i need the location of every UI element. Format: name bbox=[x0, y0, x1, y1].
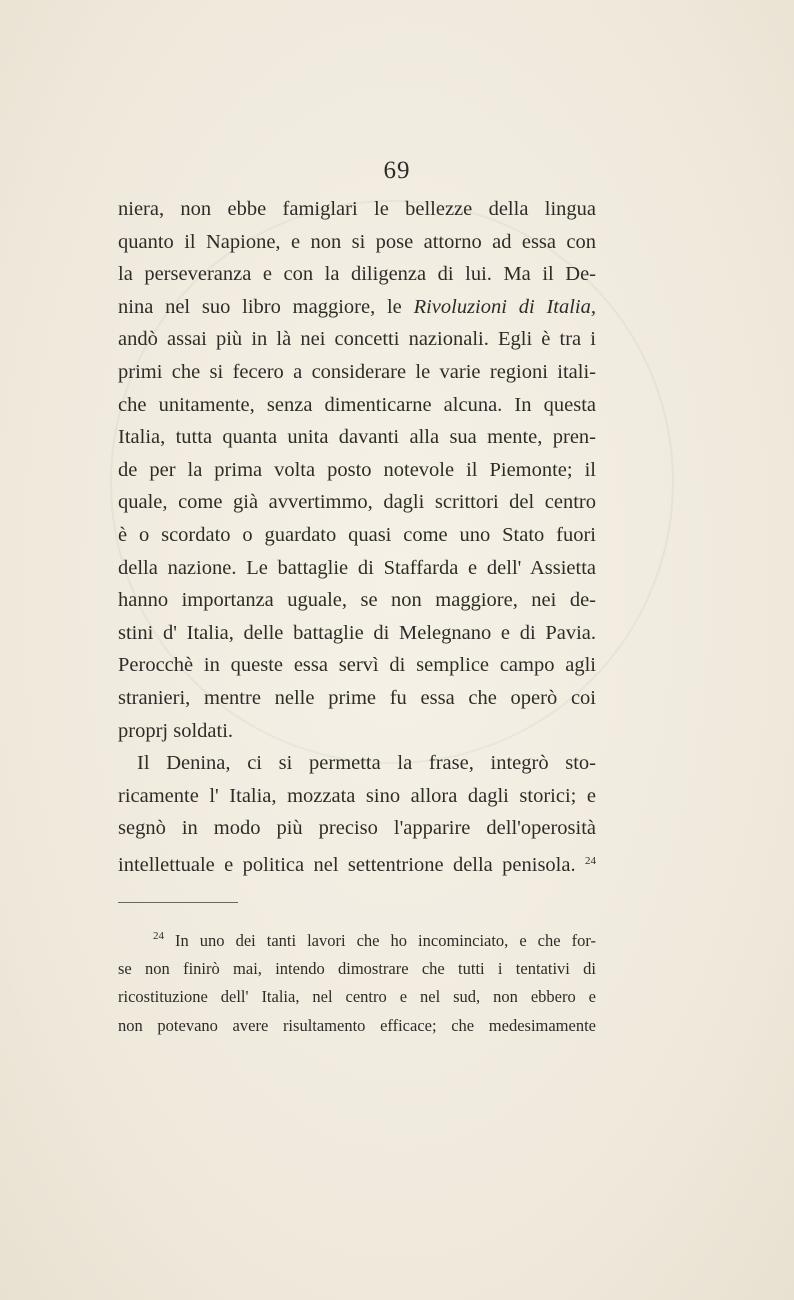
text-line: Italia, tutta quanta unita davanti alla sua mente, pren- bbox=[118, 426, 596, 449]
footnote-text: In uno dei tanti lavori che ho incominciato, e che for- bbox=[175, 931, 596, 950]
text-line: primi che si fecero a considerare le varie regioni itali- bbox=[118, 360, 596, 383]
text-line: andò assai più in là nei concetti nazionali. Egli è tra i bbox=[118, 328, 596, 351]
footnote-line bbox=[118, 922, 596, 955]
text-line: che unitamente, senza dimenticarne alcuna. In questa bbox=[118, 393, 596, 416]
italic-title: Rivoluzioni di Italia, bbox=[413, 295, 596, 318]
text-line-end: intellettuale e politica nel settentrione della penisola. bbox=[118, 853, 576, 876]
text-line: Il Denina, ci si permetta la frase, integrò sto- bbox=[137, 752, 596, 775]
text-line: è o scordato o guardato quasi come uno Stato fuori bbox=[118, 523, 596, 546]
text-line: la perseveranza e con la diligenza di lui. Ma il De- bbox=[118, 263, 596, 286]
text-line: stini d' Italia, delle battaglie di Melegnano e di Pavia. bbox=[118, 621, 596, 644]
text-line-start: nina nel suo libro maggiore, le bbox=[118, 295, 402, 318]
text-line: proprj soldati. bbox=[118, 719, 234, 742]
footnote-line: non potevano avere risultamento efficace; che medesimamente bbox=[118, 1015, 596, 1035]
text-line: segnò in modo più preciso l'apparire dell'operosità bbox=[118, 817, 596, 840]
text-line: della nazione. Le battaglie di Staffarda e dell' Assietta bbox=[118, 556, 596, 579]
text-line bbox=[118, 845, 596, 882]
footnote-divider bbox=[118, 902, 238, 903]
footnote-line: ricostituzione dell' Italia, nel centro e nel sud, non ebbero e bbox=[118, 987, 596, 1007]
page-number: 69 bbox=[383, 157, 411, 184]
footnote-line: se non finirò mai, intendo dimostrare che tutti i tentativi di bbox=[118, 959, 596, 979]
text-line: quanto il Napione, e non si pose attorno ad essa con bbox=[118, 230, 596, 253]
text-line: de per la prima volta posto notevole il Piemonte; il bbox=[118, 458, 596, 481]
text-line: niera, non ebbe famiglari le bellezze della lingua bbox=[118, 198, 596, 220]
text-line bbox=[118, 291, 596, 324]
text-line: quale, come già avvertimmo, dagli scrittori del centro bbox=[118, 491, 596, 514]
footnote-reference: 24 bbox=[585, 854, 596, 867]
main-text bbox=[118, 193, 596, 881]
footnote bbox=[118, 922, 596, 1040]
text-line: ricamente l' Italia, mozzata sino allora dagli storici; e bbox=[118, 784, 596, 807]
text-line: hanno importanza uguale, se non maggiore, nei de- bbox=[118, 589, 596, 612]
text-line: Perocchè in queste essa servì di semplice campo agli bbox=[118, 654, 596, 677]
footnote-marker: 24 bbox=[153, 930, 164, 942]
text-line: stranieri, mentre nelle prime fu essa che operò coi bbox=[118, 686, 596, 709]
